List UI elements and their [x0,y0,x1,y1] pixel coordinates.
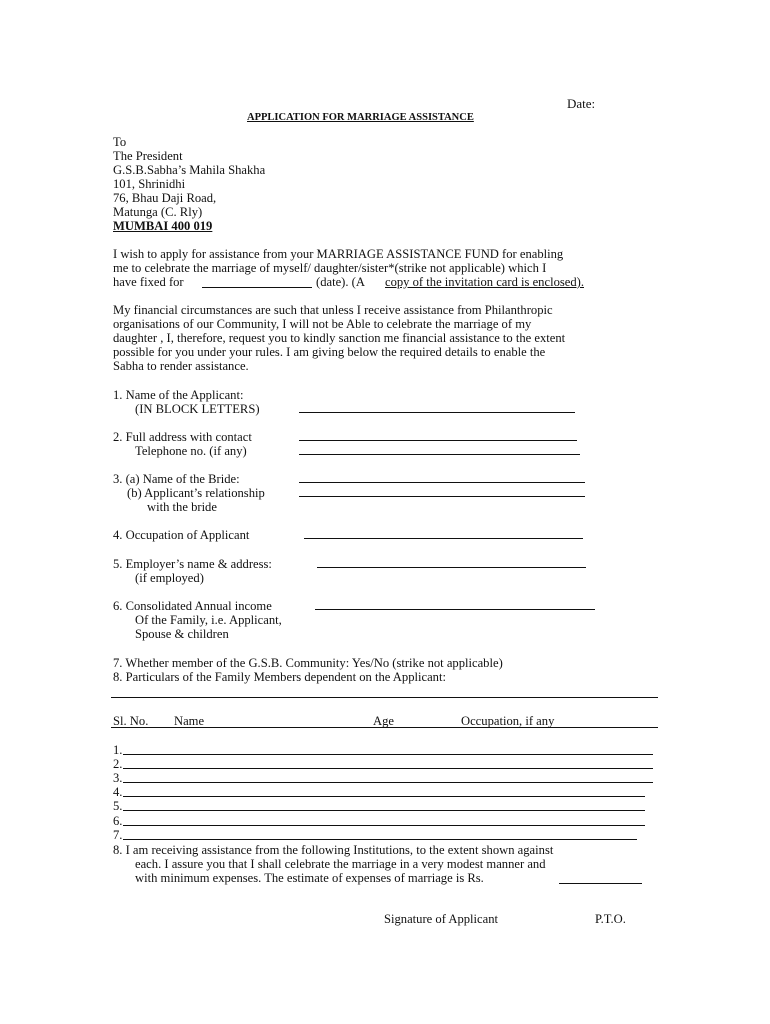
item3b-label: (b) Applicant’s relationship [127,486,265,500]
address-field[interactable] [299,440,577,441]
item8b-line3: with minimum expenses. The estimate of expenses of marriage is Rs. [135,871,484,885]
dependent-row-field[interactable] [123,782,653,783]
item3c-label: with the bride [147,500,217,514]
item2-sublabel: Telephone no. (if any) [135,444,247,458]
dependent-row-number: 7. [113,827,123,842]
para2-line4: possible for you under your rules. I am giving below the required details to enable the [113,345,546,359]
applicant-name-field[interactable] [299,412,575,413]
col-header-occupation: Occupation, if any [461,714,555,728]
item6-label: 6. Consolidated Annual income [113,599,272,613]
address-city: MUMBAI 400 019 [113,219,213,233]
telephone-field[interactable] [299,454,580,455]
item6-sublabel2: Spouse & children [135,627,229,641]
dependent-row-number: 3. [113,771,123,786]
signature-label: Signature of Applicant [384,912,499,926]
col-header-name: Name [174,714,205,728]
para1-line3a: have fixed for [113,275,184,289]
para2-line3: daughter , I, therefore, request you to kindly sanction me financial assistance to the extent [113,331,566,345]
page-title: APPLICATION FOR MARRIAGE ASSISTANCE [247,112,474,123]
expense-estimate-field[interactable] [559,883,642,884]
dependent-row-field[interactable] [123,825,645,826]
para1-line3c: copy of the invitation card is enclosed). [385,275,584,289]
dependent-row-field[interactable] [123,839,637,840]
address-line1: 101, Shrinidhi [113,177,186,191]
item2-label: 2. Full address with contact [113,430,252,444]
item5-sublabel: (if employed) [135,571,204,585]
dependent-row-number: 5. [113,799,123,814]
para2-line2: organisations of our Community, I will not be Able to celebrate the marriage of my [113,317,532,331]
item4-label: 4. Occupation of Applicant [113,528,250,542]
occupation-field[interactable] [304,538,583,539]
dependent-row-number: 2. [113,757,123,772]
table-top-rule [111,697,658,698]
para1-line3b: (date). (A [316,275,365,289]
item8b-line1: 8. I am receiving assistance from the following Institutions, to the extent shown against [113,843,554,857]
item1-sublabel: (IN BLOCK LETTERS) [135,402,260,416]
item8b-line2: each. I assure you that I shall celebrate the marriage in a very modest manner and [135,857,546,871]
table-header-rule [111,727,658,728]
dependent-row-field[interactable] [123,754,653,755]
para2-line5: Sabha to render assistance. [113,359,249,373]
item6-sublabel1: Of the Family, i.e. Applicant, [135,613,282,627]
dependent-row-number: 6. [113,813,123,828]
para2-line1: My financial circumstances are such that unless I receive assistance from Philanthropic [113,303,553,317]
address-to: To [113,135,127,149]
item3a-label: 3. (a) Name of the Bride: [113,472,240,486]
para1-line2: me to celebrate the marriage of myself/ daughter/sister*(strike not applicable) which I [113,261,547,275]
marriage-date-field[interactable] [202,287,312,288]
address-org: G.S.B.Sabha’s Mahila Shakha [113,163,266,177]
pto-label: P.T.O. [595,912,626,926]
item5-label: 5. Employer’s name & address: [113,557,272,571]
date-label: Date: [567,96,596,111]
address-line2: 76, Bhau Daji Road, [113,191,217,205]
para1-line1: I wish to apply for assistance from your MARRIAGE ASSISTANCE FUND for enabling [113,247,564,261]
employer-field[interactable] [317,567,586,568]
col-header-slno: Sl. No. [113,714,149,728]
col-header-age: Age [373,714,394,728]
item1-label: 1. Name of the Applicant: [113,388,244,402]
income-field[interactable] [315,609,595,610]
address-president: The President [113,149,183,163]
item7-label: 7. Whether member of the G.S.B. Community: Yes/No (strike not applicable) [113,656,503,670]
relationship-field[interactable] [299,496,585,497]
address-line3: Matunga (C. Rly) [113,205,203,219]
dependent-row-field[interactable] [123,810,645,811]
item8-label: 8. Particulars of the Family Members dependent on the Applicant: [113,670,446,684]
dependent-row-field[interactable] [123,768,653,769]
bride-name-field[interactable] [299,482,585,483]
dependent-row-number: 4. [113,785,123,800]
dependent-row-number: 1. [113,743,123,757]
dependent-row-field[interactable] [123,796,645,797]
